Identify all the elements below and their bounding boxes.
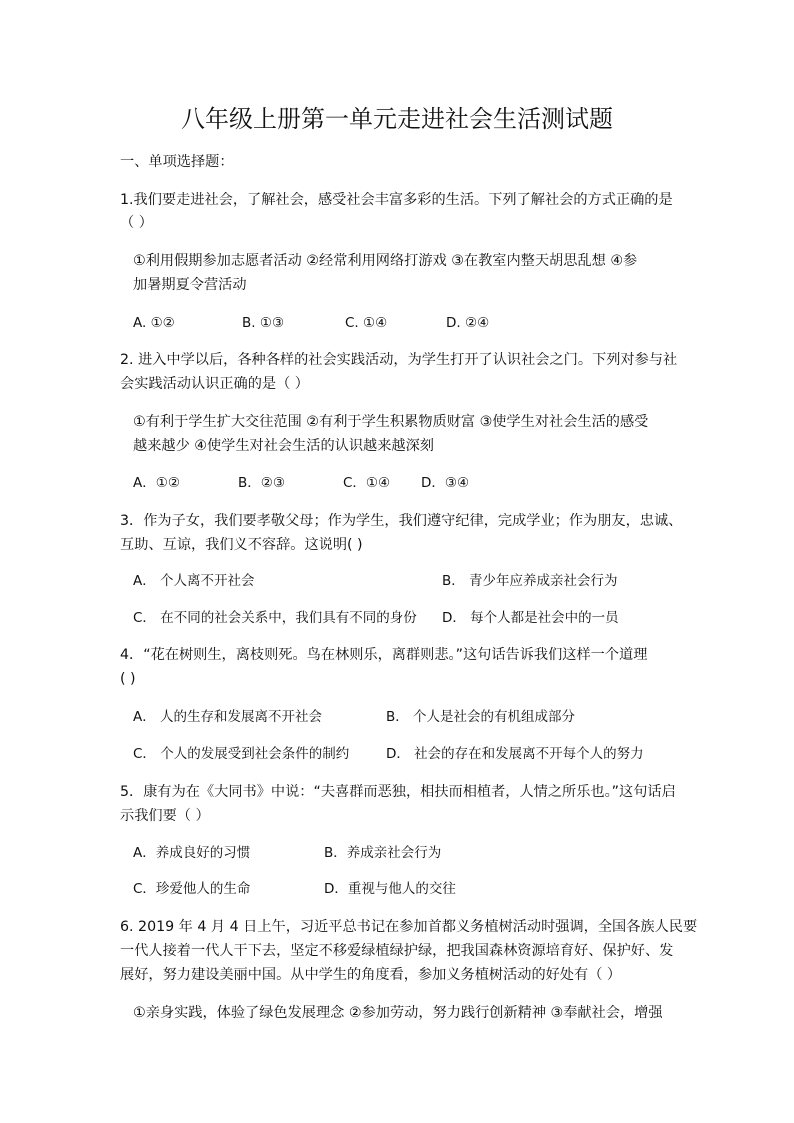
q1-stem-line-2: （ ） [120,215,153,231]
q6-stem-line-2: 一代人接着一代人干下去，坚定不移爱绿植绿护绿，把我国森林资源培育好、保护好、发 [120,943,674,959]
q3-option-d: D． 每个人都是社会中的一员 [442,610,619,626]
q2-option-d: D．③④ [421,475,470,491]
q2-option-c: C．①④ [343,475,391,491]
q1-option-b: B. ①③ [242,315,285,331]
q1-option-a: A. ①② [133,315,175,331]
q6-stem-line-1: 6. 2019 年 4 月 4 日上午，习近平总书记在参加首都义务植树活动时强调，全国各族人民要 [120,919,698,935]
q4-option-d: D． 社会的存在和发展离不开每个人的努力 [386,746,644,762]
q5-stem-line-2: 示我们要（ ） [120,808,210,824]
q4-option-a: A． 人的生存和发展离不开社会 [133,709,323,725]
q3-option-c: C． 在不同的社会关系中，我们具有不同的身份 [133,610,417,626]
q6-stem-line-3: 展好，努力建设美丽中国。从中学生的角度看，参加义务植树活动的好处有（ ） [120,967,622,983]
q5-option-a: A．养成良好的习惯 [133,845,251,861]
q4-option-c: C． 个人的发展受到社会条件的制约 [133,746,350,762]
q6-items-line-1: ①亲身实践，体验了绿色发展理念 ②参加劳动，努力践行创新精神 ③奉献社会，增强 [133,1005,663,1021]
q5-option-d: D．重视与他人的交往 [324,881,456,897]
q4-stem-line-2: ( ) [120,671,136,687]
q2-items-line-1: ①有利于学生扩大交往范围 ②有利于学生积累物质财富 ③使学生对社会生活的感受 [133,414,649,430]
q3-stem-line-1: 3．作为子女，我们要孝敬父母；作为学生，我们遵守纪律，完成学业；作为朋友，忠诚、 [120,513,683,529]
q1-items-line-2: 加暑期夏令营活动 [133,277,247,293]
q2-items-line-2: 越来越少 ④使学生对社会生活的认识越来越深刻 [133,438,434,454]
q5-option-b: B．养成亲社会行为 [324,845,442,861]
q1-items-line-1: ①利用假期参加志愿者活动 ②经常利用网络打游戏 ③在教室内整天胡思乱想 ④参 [133,253,638,269]
q2-stem-line-2: 会实践活动认识正确的是（ ） [120,376,309,392]
q3-stem-line-2: 互助、互谅，我们义不容辞。这说明( ) [120,537,363,553]
q3-option-a: A． 个人离不开社会 [133,573,255,589]
q2-option-b: B．②③ [238,475,285,491]
q1-stem-line-1: 1.我们要走进社会，了解社会，感受社会丰富多彩的生活。下列了解社会的方式正确的是 [120,192,673,208]
q2-option-a: A．①② [133,475,180,491]
q1-option-d: D. ②④ [446,315,490,331]
q5-stem-line-1: 5．康有为在《大同书》中说：“夫喜群而恶独，相扶而相植者，人情之所乐也。”这句话启 [120,784,676,800]
q2-stem-line-1: 2. 进入中学以后，各种各样的社会实践活动，为学生打开了认识社会之门。下列对参与社 [120,352,678,368]
q4-option-b: B． 个人是社会的有机组成部分 [386,709,576,725]
section-heading: 一、单项选择题： [120,154,234,170]
q5-option-c: C．珍爱他人的生命 [133,881,251,897]
q1-option-c: C. ①④ [345,315,388,331]
page-title: 八年级上册第一单元走进社会生活测试题 [181,105,613,133]
q3-option-b: B． 青少年应养成亲社会行为 [442,573,618,589]
q4-stem-line-1: 4．“花在树则生，离枝则死。鸟在林则乐，离群则悲。”这句话告诉我们这样一个道理 [120,647,648,663]
